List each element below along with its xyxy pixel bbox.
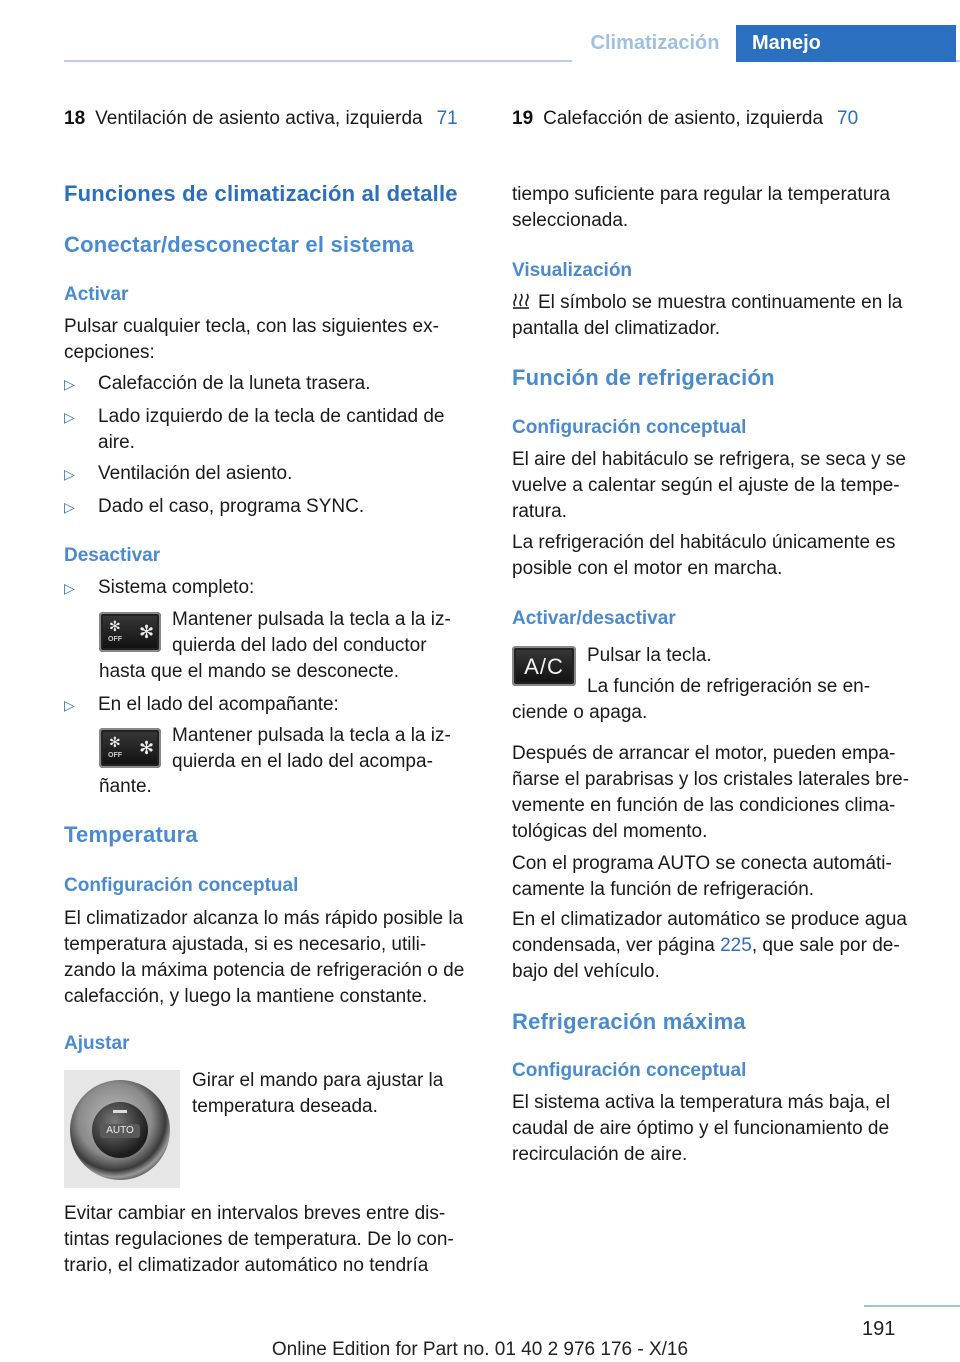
paragraph-adjust xyxy=(192,1068,482,1120)
triangle-bullet-icon: ▷ xyxy=(64,376,75,392)
heading-deactivate: Desactivar xyxy=(64,545,161,566)
minus-icon xyxy=(113,1110,127,1113)
text-line: Lado izquierdo de la tecla de cantidad de xyxy=(98,406,445,427)
text-line: aire. xyxy=(98,432,135,453)
text-line xyxy=(512,933,932,959)
heading-display: Visualización xyxy=(512,260,633,281)
fan-icon: ✻ xyxy=(139,738,155,758)
heading-concept: Configuración conceptual xyxy=(512,417,747,438)
fan-small-icon: ✻ xyxy=(109,734,121,750)
text-line: El aire del habitáculo se refrigera, se seca y se xyxy=(512,449,906,470)
paragraph-auto xyxy=(512,851,930,903)
legend-number: 18 xyxy=(64,108,86,129)
heading-max-cooling: Refrigeración máxima xyxy=(512,1009,746,1034)
text-line: tológicas del momento. xyxy=(512,821,708,842)
text-line: tintas regulaciones de temperatura. De lo con- xyxy=(64,1229,454,1250)
text-line: En el climatizador automático se produce agua xyxy=(512,909,908,930)
text-line: Sistema completo: xyxy=(98,577,255,598)
paragraph-press: Pulsar la tecla. xyxy=(587,645,712,666)
text-line: Dado el caso, programa SYNC. xyxy=(98,496,365,517)
text-line: hasta que el mando se desconecte. xyxy=(99,661,399,682)
text-line: caudal de aire óptimo y el funcionamiento de xyxy=(512,1118,890,1139)
paragraph-continued xyxy=(512,182,930,234)
text-line xyxy=(512,290,930,316)
ac-button-image xyxy=(512,646,576,686)
list-item xyxy=(64,575,513,601)
off-label: OFF xyxy=(108,752,122,759)
text-line: seleccionada. xyxy=(512,210,629,231)
fan-icon: ✻ xyxy=(139,622,155,642)
text-span: El símbolo se muestra continuamente en la xyxy=(538,292,903,313)
triangle-bullet-icon: ▷ xyxy=(64,499,75,515)
text-line: Girar el mando para ajustar la xyxy=(192,1070,444,1091)
text-line: temperatura ajustada, si es necesario, utili- xyxy=(64,934,427,955)
legend-page-link[interactable]: 70 xyxy=(837,108,859,129)
legend-item-19 xyxy=(512,108,858,130)
heading-cooling: Función de refrigeración xyxy=(512,365,775,390)
text-line: bajo del vehículo. xyxy=(512,961,660,982)
footer-rule xyxy=(864,1305,960,1307)
text-line: tiempo suficiente para regular la temperatura xyxy=(512,184,891,205)
text-line: La función de refrigeración se en- xyxy=(587,676,871,697)
off-label: OFF xyxy=(108,636,122,643)
text-line: Mantener pulsada la tecla a la iz- xyxy=(172,609,451,630)
text-line: ñarse el parabrisas y los cristales laterales bre- xyxy=(512,769,910,790)
text-line: camente la función de refrigeración. xyxy=(512,879,815,900)
text-span: condensada, ver página xyxy=(512,935,721,956)
text-line: ratura. xyxy=(512,501,567,522)
text-line: Después de arrancar el motor, pueden empa- xyxy=(512,743,896,764)
ac-label: A/C xyxy=(524,654,564,679)
legend-page-link[interactable]: 71 xyxy=(436,108,458,129)
chapter-tab[interactable]: Manejo xyxy=(736,25,956,62)
legend-label: Ventilación de asiento activa, izquierda xyxy=(95,108,423,129)
triangle-bullet-icon: ▷ xyxy=(64,697,75,713)
text-line: ciende o apaga. xyxy=(512,702,648,723)
text-line: Calefacción de la luneta trasera. xyxy=(98,373,371,394)
paragraph-avoid xyxy=(64,1201,484,1279)
off-button-image xyxy=(99,612,161,652)
text-span: , que sale por de- xyxy=(751,935,900,956)
text-line: recirculación de aire. xyxy=(512,1144,688,1165)
paragraph-activate xyxy=(64,314,479,366)
text-line: Evitar cambiar en intervalos breves entre dis- xyxy=(64,1203,446,1224)
triangle-bullet-icon: ▷ xyxy=(64,580,75,596)
temperature-dial-image xyxy=(64,1070,180,1188)
paragraph-cooling-1 xyxy=(512,447,930,525)
page-number: 191 xyxy=(862,1318,896,1340)
list-item xyxy=(64,692,513,718)
paragraph-display xyxy=(512,290,930,342)
heading-concept: Configuración conceptual xyxy=(512,1060,747,1081)
section-tab[interactable]: Climatización xyxy=(572,25,738,62)
paragraph-after xyxy=(512,741,930,845)
list-item xyxy=(64,494,513,520)
legend-label: Calefacción de asiento, izquierda xyxy=(543,108,824,129)
text-line: En el lado del acompañante: xyxy=(98,694,339,715)
text-line: zando la máxima potencia de refrigeración o de xyxy=(64,960,465,981)
paragraph-water xyxy=(512,907,932,985)
list-item xyxy=(64,371,513,397)
triangle-bullet-icon: ▷ xyxy=(64,409,75,425)
paragraph-deactivate-2 xyxy=(172,723,472,775)
paragraph-cooling-2 xyxy=(512,530,930,582)
auto-label: AUTO xyxy=(100,1124,140,1138)
text-line: posible con el motor en marcha. xyxy=(512,558,783,579)
heading-functions: Funciones de climatización al detalle xyxy=(64,181,458,206)
heading-temperature: Temperatura xyxy=(64,822,198,847)
text-line: cepciones: xyxy=(64,342,155,363)
text-line: El climatizador alcanza lo más rápido posible la xyxy=(64,908,464,929)
text-line: quierda del lado del conductor xyxy=(172,635,427,656)
off-button-image xyxy=(99,728,161,768)
text-line: Ventilación del asiento. xyxy=(98,463,293,484)
text-line: ñante. xyxy=(99,776,152,797)
text-line: vemente en función de las condiciones clima- xyxy=(512,795,896,816)
text-line: calefacción, y luego la mantiene constante. xyxy=(64,986,428,1007)
heat-waves-icon xyxy=(512,292,530,310)
paragraph-temperature xyxy=(64,906,484,1010)
text-line: trario, el climatizador automático no tendría xyxy=(64,1255,429,1276)
text-line: Pulsar cualquier tecla, con las siguientes ex- xyxy=(64,316,439,337)
legend-item-18 xyxy=(64,108,458,130)
legend-number: 19 xyxy=(512,108,534,129)
heading-activate: Activar xyxy=(64,284,129,305)
heading-onoff: Activar/desactivar xyxy=(512,608,676,629)
text-line: El sistema activa la temperatura más baja, el xyxy=(512,1092,891,1113)
heading-connect: Conectar/desconectar el sistema xyxy=(64,232,414,257)
list-item xyxy=(64,461,513,487)
list-item xyxy=(64,404,513,456)
text-line: temperatura deseada. xyxy=(192,1096,378,1117)
text-line: Con el programa AUTO se conecta automáti- xyxy=(512,853,892,874)
paragraph-max xyxy=(512,1090,930,1168)
triangle-bullet-icon: ▷ xyxy=(64,466,75,482)
text-line: La refrigeración del habitáculo únicamente es xyxy=(512,532,896,553)
fan-small-icon: ✻ xyxy=(109,618,121,634)
heading-adjust: Ajustar xyxy=(64,1033,130,1054)
heading-concept: Configuración conceptual xyxy=(64,875,299,896)
edition-footer: Online Edition for Part no. 01 40 2 976 176 - X/16 xyxy=(271,1339,689,1360)
paragraph-deactivate-1 xyxy=(172,607,472,659)
text-line: quierda en el lado del acompa- xyxy=(172,751,433,772)
text-line: vuelve a calentar según el ajuste de la tempe- xyxy=(512,475,900,496)
page-link-225[interactable]: 225 xyxy=(720,935,752,956)
text-line: Mantener pulsada la tecla a la iz- xyxy=(172,725,451,746)
text-line: pantalla del climatizador. xyxy=(512,318,721,339)
